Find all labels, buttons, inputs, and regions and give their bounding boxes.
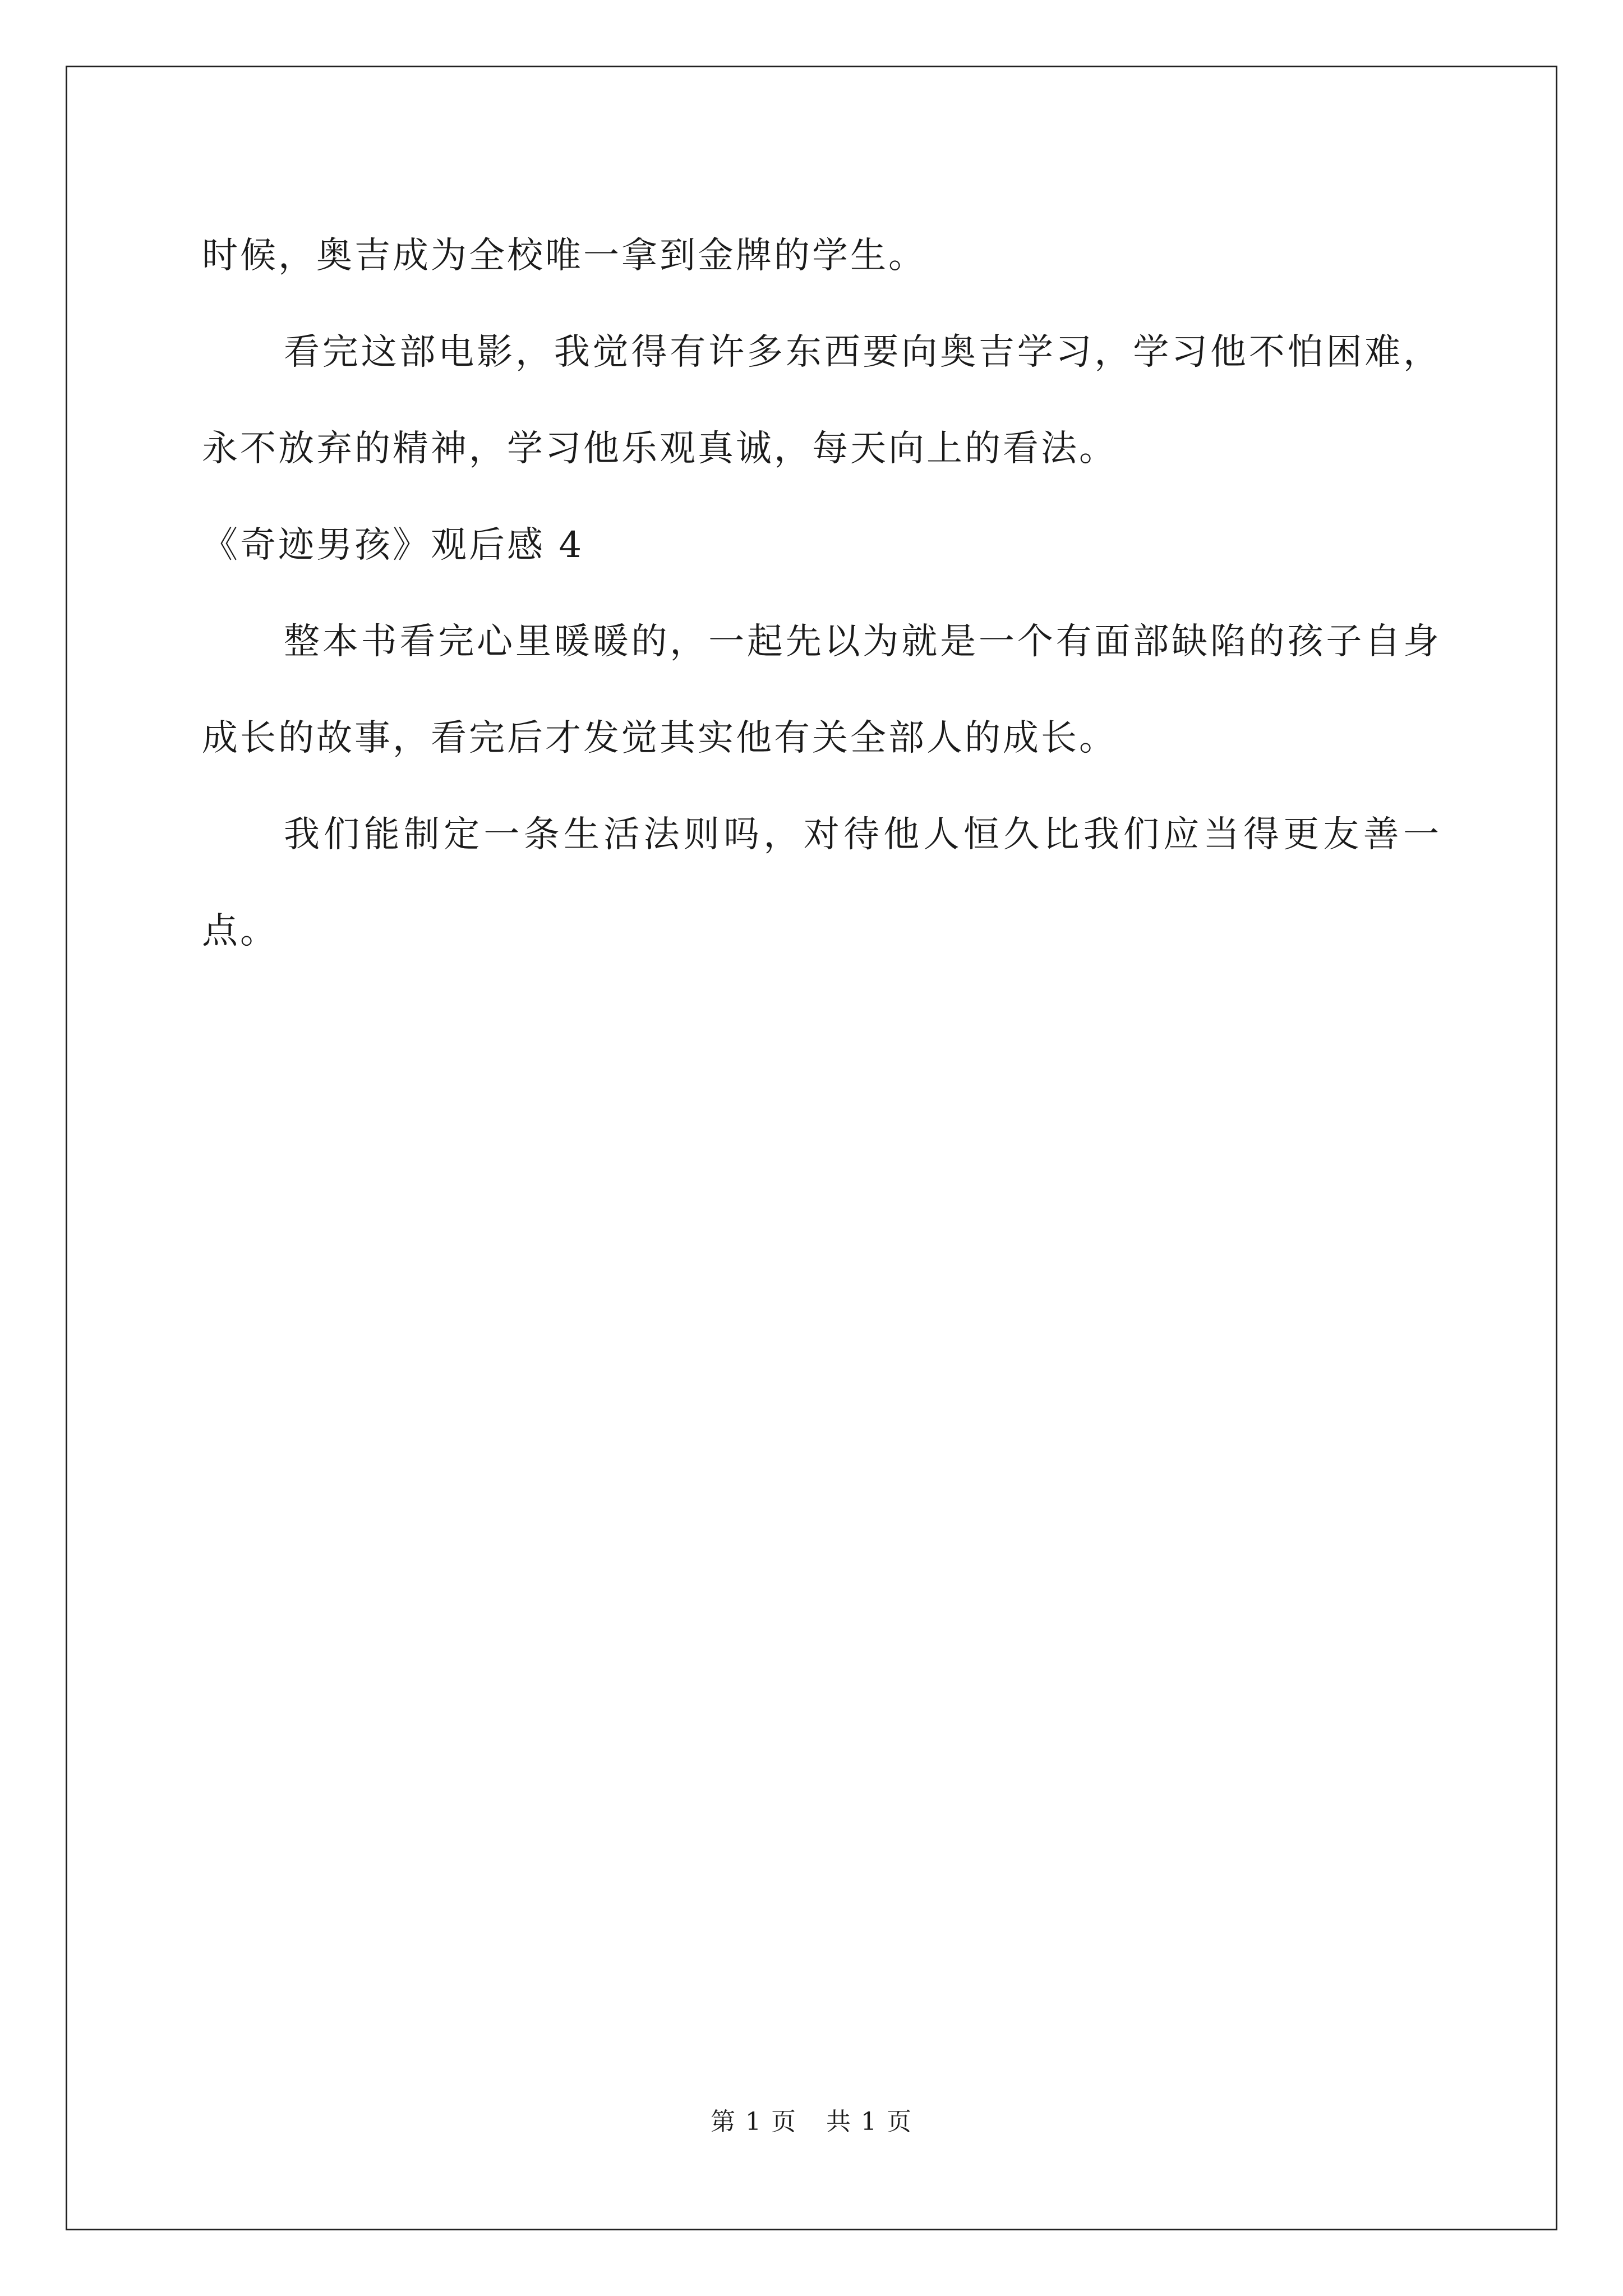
paragraph: 整本书看完心里暖暖的，一起先以为就是一个有面部缺陷的孩子自身成长的故事，看完后才发觉其实他有关全部人的成长。 <box>202 621 1441 759</box>
page-total: 共 1 页 <box>826 2108 912 2136</box>
document-body <box>202 208 1441 979</box>
paragraph-continuation: 时候，奥吉成为全校唯一拿到金牌的学生。 <box>202 235 926 277</box>
page-number: 第 1 页 <box>711 2108 797 2136</box>
paragraph: 我们能制定一条生活法则吗，对待他人恒久比我们应当得更友善一点。 <box>202 814 1441 952</box>
paragraph: 看完这部电影，我觉得有许多东西要向奥吉学习，学习他不怕困难，永不放弃的精神，学习他乐观真诚，每天向上的看法。 <box>202 332 1441 470</box>
page-footer <box>0 2101 1623 2137</box>
section-heading: 《奇迹男孩》观后感 4 <box>202 524 584 566</box>
